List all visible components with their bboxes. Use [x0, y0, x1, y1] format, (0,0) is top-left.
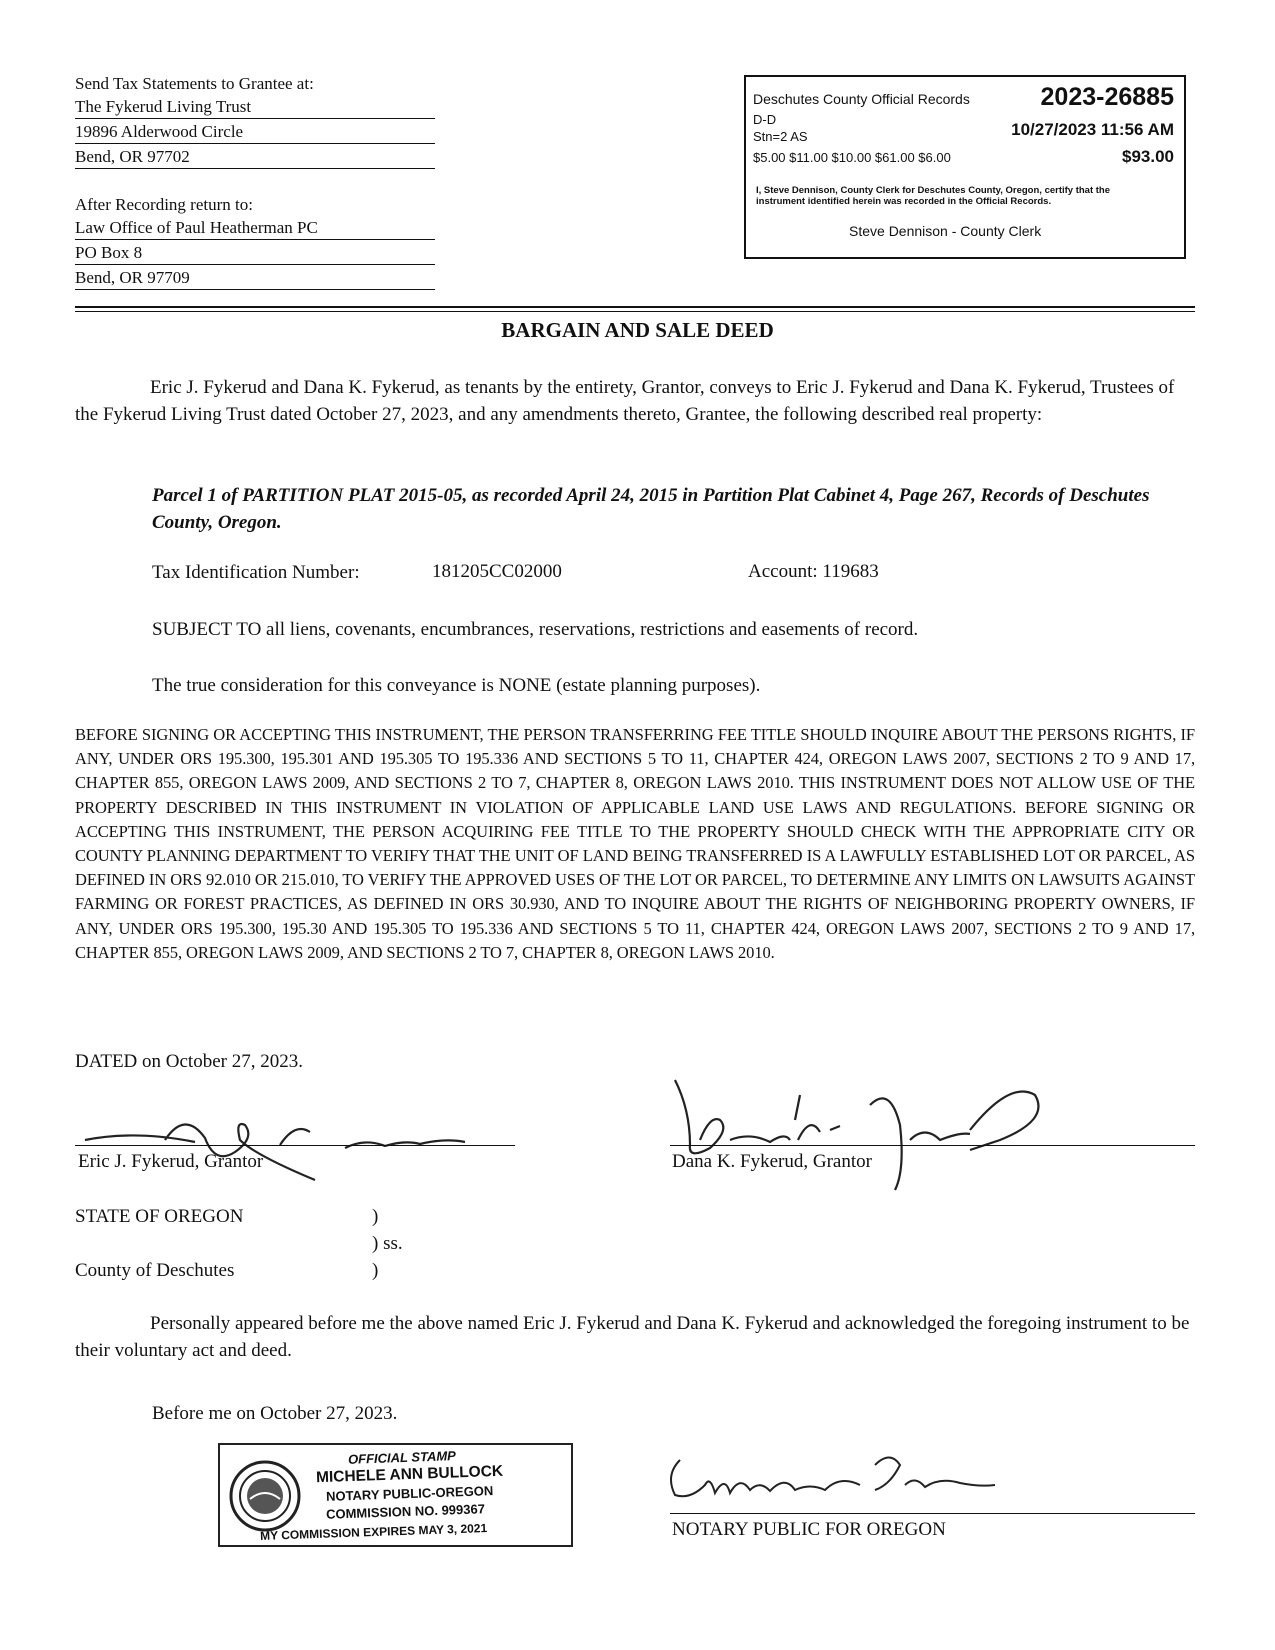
subject-to-clause: SUBJECT TO all liens, covenants, encumbrances, reservations, restrictions and easements of record.	[152, 619, 919, 640]
tax-statement-block	[75, 72, 435, 171]
venue-ss: ) ss.	[372, 1233, 403, 1254]
tax-statement-heading: Send Tax Statements to Grantee at:	[75, 74, 314, 93]
recording-doc-number: 2023-26885	[1040, 83, 1174, 111]
return-to-street: PO Box 8	[75, 242, 435, 265]
grantee-street: 19896 Alderwood Circle	[75, 121, 435, 144]
grantee-name: The Fykerud Living Trust	[75, 96, 435, 119]
grantor1-signature-line	[75, 1145, 515, 1146]
statutory-notice: BEFORE SIGNING OR ACCEPTING THIS INSTRUMENT, THE PERSON TRANSFERRING FEE TITLE SHOULD INQUIRE ABOUT THE PERSONS RIGHTS, IF ANY, UNDER ORS 195.300, 195.301 AND 195.305 TO 195.336 AND SECTIONS 5 TO 11, CHAPTER 424, OREGON LAWS 2007, SECTIONS 2 TO 9 AND 17, CHAPTER 855, OREGON LAWS 2009, AND SECTIONS 2 TO 7, CHAPTER 8, OREGON LAWS 2010. THIS INSTRUMENT DOES NOT ALLOW USE OF THE PROPERTY DESCRIBED IN THIS INSTRUMENT IN VIOLATION OF APPLICABLE LAND USE LAWS AND REGULATIONS. BEFORE SIGNING OR ACCEPTING THIS INSTRUMENT, THE PERSON ACQUIRING FEE TITLE TO THE PROPERTY SHOULD CHECK WITH THE APPROPRIATE CITY OR COUNTY PLANNING DEPARTMENT TO VERIFY THAT THE UNIT OF LAND BEING TRANSFERRED IS A LAWFULLY ESTABLISHED LOT OR PARCEL, AS DEFINED IN ORS 92.010 OR 215.010, TO VERIFY THE APPROVED USES OF THE LOT OR PARCEL, TO DETERMINE ANY LIMITS ON LAWSUITS AGAINST FARMING OR FOREST PRACTICES, AS DEFINED IN ORS 30.930, AND TO INQUIRE ABOUT THE RIGHTS OF NEIGHBORING PROPERTY OWNERS, IF ANY, UNDER ORS 195.300, 195.30 AND 195.305 TO 195.336 AND SECTIONS 5 TO 11, CHAPTER 424, OREGON LAWS 2007, SECTIONS 2 TO 9 AND 17, CHAPTER 855, OREGON LAWS 2009, AND SECTIONS 2 TO 7, CHAPTER 8, OREGON LAWS 2010.	[75, 725, 1195, 962]
venue-paren-top: )	[372, 1206, 379, 1227]
stamp-heading: OFFICIAL STAMP	[347, 1448, 457, 1467]
recording-datetime: 10/27/2023 11:56 AM	[1011, 120, 1174, 139]
grant-paragraph: Eric J. Fykerud and Dana K. Fykerud, as tenants by the entirety, Grantor, conveys to Eric J. Fykerud and Dana K. Fykerud, Trustees of the Fykerud Living Trust dated October 27, 2023, and any amendments thereto, Grantee, the following described real property:	[75, 377, 1175, 425]
header-rule-thin	[75, 311, 1195, 312]
notary-signature-line	[670, 1513, 1195, 1514]
grantor1-caption: Eric J. Fykerud, Grantor	[78, 1151, 264, 1172]
account-number: Account: 119683	[748, 561, 879, 582]
notary-caption: NOTARY PUBLIC FOR OREGON	[672, 1519, 946, 1540]
legal-description: Parcel 1 of PARTITION PLAT 2015-05, as recorded April 24, 2015 in Partition Plat Cabinet 4, Page 267, Records of Deschutes County, Oregon.	[152, 485, 1150, 533]
header-rule	[75, 306, 1195, 308]
tax-id-value: 181205CC02000	[432, 561, 562, 582]
recording-office: Deschutes County Official Records	[753, 91, 970, 107]
return-to-name: Law Office of Paul Heatherman PC	[75, 217, 435, 240]
stamp-notary-name: MICHELE ANN BULLOCK	[315, 1462, 504, 1487]
venue-paren-bottom: )	[372, 1260, 379, 1281]
notary-stamp	[218, 1443, 573, 1547]
recording-clerk: Steve Dennison - County Clerk	[849, 223, 1042, 239]
stamp-notary-title: NOTARY PUBLIC-OREGON	[325, 1483, 494, 1504]
stamp-expiration: MY COMMISSION EXPIRES MAY 3, 2021	[259, 1521, 488, 1543]
stamp-commission: COMMISSION NO. 999367	[325, 1501, 486, 1522]
before-me-line: Before me on October 27, 2023.	[152, 1403, 398, 1424]
document-title: BARGAIN AND SALE DEED	[501, 318, 774, 342]
return-to-heading: After Recording return to:	[75, 195, 253, 214]
tax-id-label: Tax Identification Number:	[152, 562, 360, 583]
grantor2-signature-line	[670, 1145, 1195, 1146]
recording-certification: I, Steve Dennison, County Clerk for Deschutes County, Oregon, certify that the instrument identified herein was recorded in the Official Records.	[756, 185, 1111, 207]
dated-line: DATED on October 27, 2023.	[75, 1051, 303, 1072]
notary-signature	[660, 1445, 1040, 1515]
consideration-clause: The true consideration for this conveyance is NONE (estate planning purposes).	[152, 675, 761, 696]
venue-county: County of Deschutes	[75, 1260, 235, 1281]
recording-total: $93.00	[1122, 147, 1174, 166]
grantee-city: Bend, OR 97702	[75, 146, 435, 169]
recording-fees: $5.00 $11.00 $10.00 $61.00 $6.00	[753, 150, 951, 165]
recording-station: Stn=2 AS	[753, 129, 808, 144]
recording-type: D-D	[753, 112, 777, 127]
oregon-seal-icon	[228, 1459, 302, 1533]
acknowledgment-paragraph: Personally appeared before me the above named Eric J. Fykerud and Dana K. Fykerud and acknowledged the foregoing instrument to be their voluntary act and deed.	[75, 1313, 1190, 1361]
grantor2-signature	[670, 1070, 1090, 1200]
return-to-block	[75, 193, 435, 292]
recording-stamp-box	[744, 75, 1186, 259]
return-to-city: Bend, OR 97709	[75, 267, 435, 290]
grantor2-caption: Dana K. Fykerud, Grantor	[672, 1151, 872, 1172]
venue-state: STATE OF OREGON	[75, 1206, 244, 1227]
